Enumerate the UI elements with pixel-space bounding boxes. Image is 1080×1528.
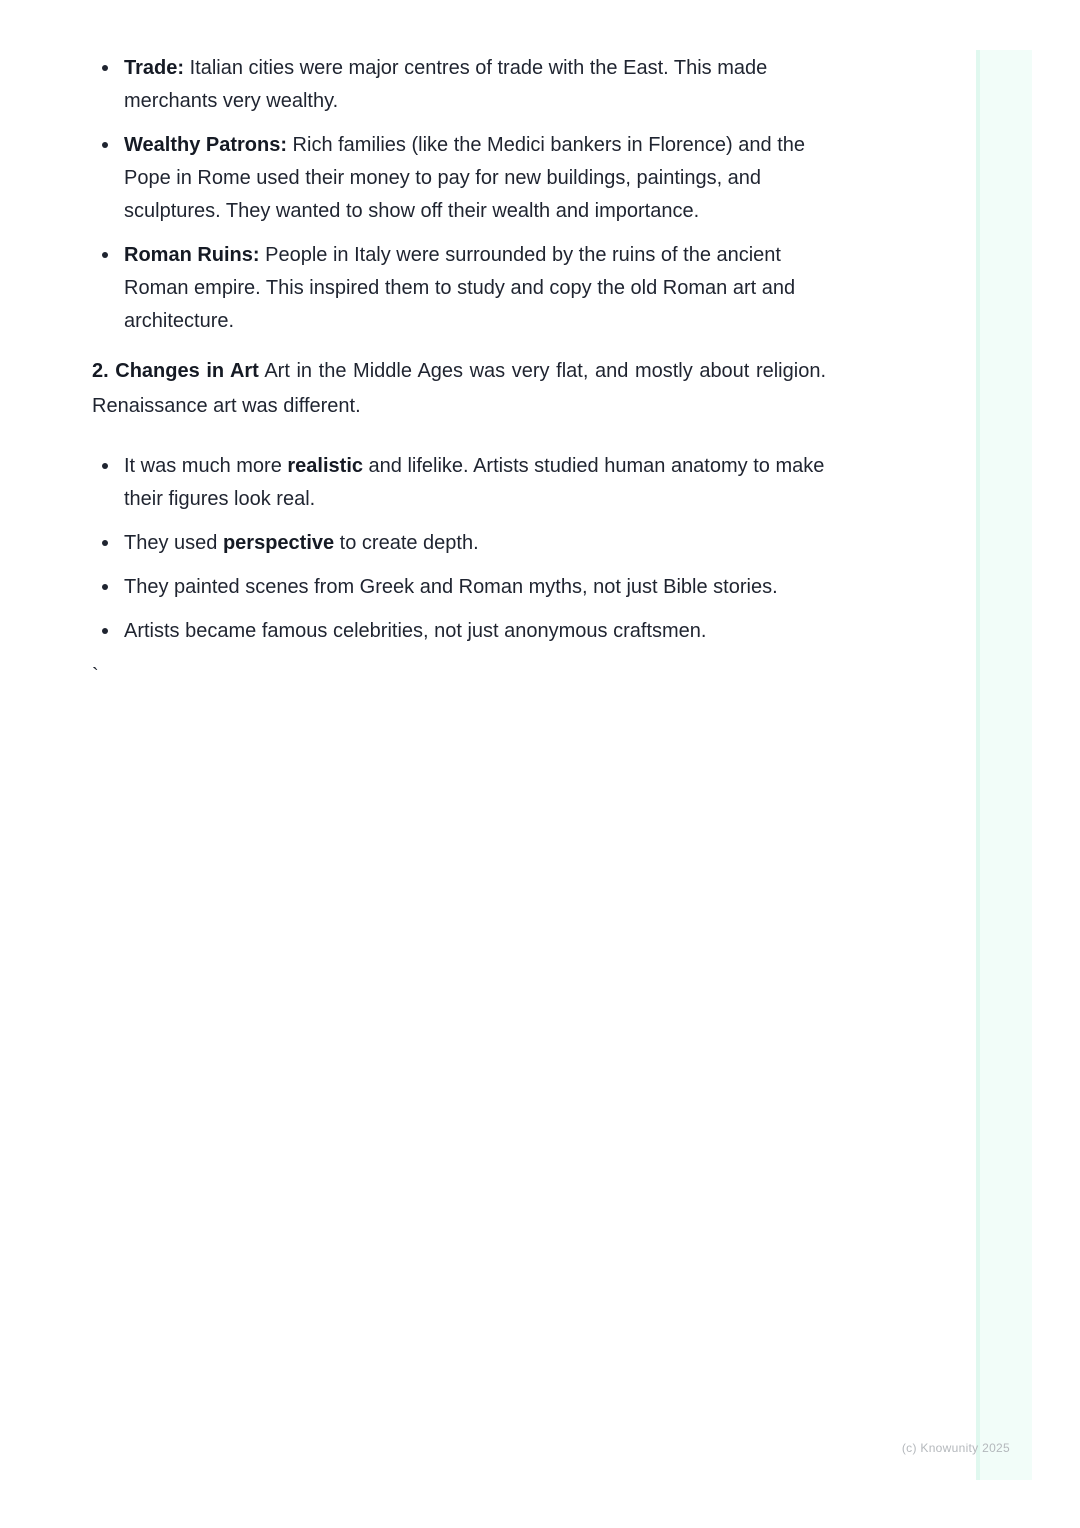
section-text: Art in the Middle Ages was very flat, and mostly about religion. Renaissance art was different. [92, 360, 826, 417]
list-item-emphasis: realistic [287, 455, 363, 477]
list-item-term: Wealthy Patrons: [124, 134, 287, 156]
list-item [92, 52, 826, 118]
list-item-term: Trade: [124, 57, 185, 79]
list-item-text: They painted scenes from Greek and Roman myths, not just Bible stories. [124, 576, 778, 598]
list-item-text: Artists became famous celebrities, not just anonymous craftsmen. [124, 620, 707, 642]
causes-list [92, 52, 826, 338]
changes-list [92, 450, 826, 648]
copyright-footer: (c) Knowunity 2025 [901, 1441, 1010, 1455]
list-item-term: Roman Ruins: [124, 244, 260, 266]
side-strip [976, 50, 1032, 1480]
list-item-text: They used [124, 532, 223, 554]
list-item [92, 450, 826, 516]
list-item-text: to create depth. [334, 532, 479, 554]
list-item [92, 527, 826, 560]
list-item [92, 615, 826, 648]
section-paragraph [92, 354, 826, 424]
stray-mark: ` [92, 665, 99, 687]
list-item-text: People in Italy were surrounded by the ruins of the ancient Roman empire. This inspired them to study and copy the old Roman art and architecture. [124, 244, 796, 332]
list-item-emphasis: perspective [222, 532, 335, 554]
list-item [92, 129, 826, 228]
list-item-text: and lifelike. Artists studied human anatomy to make their figures look real. [124, 455, 825, 510]
list-item-text: It was much more [124, 455, 288, 477]
list-item [92, 239, 826, 338]
list-item [92, 571, 826, 604]
document-body [92, 52, 826, 686]
list-item-text: Italian cities were major centres of trade with the East. This made merchants very wealthy. [124, 57, 768, 112]
list-item-text: Rich families (like the Medici bankers in Florence) and the Pope in Rome used their money to pay for new buildings, paintings, and sculptures. They wanted to show off their wealth and importance. [124, 134, 805, 222]
section-heading: 2. Changes in Art [92, 360, 259, 382]
